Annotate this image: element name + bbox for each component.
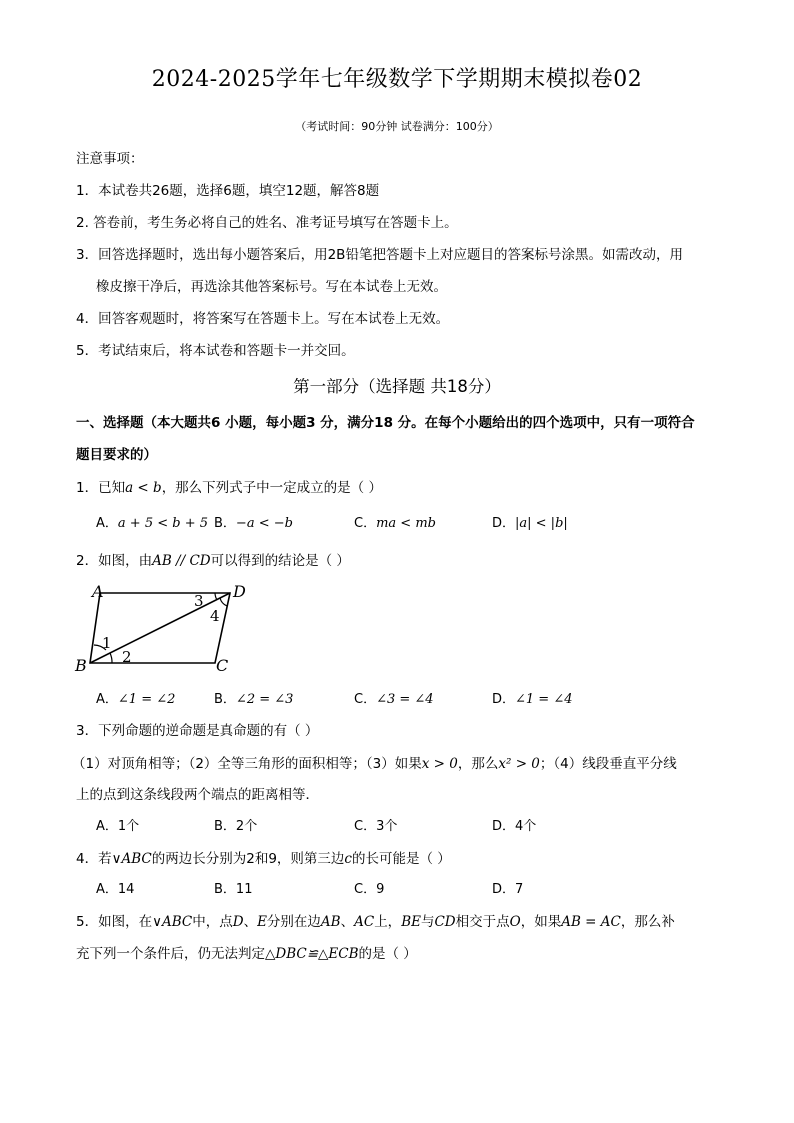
label-angle-4: 4 (210, 607, 220, 625)
question-3-body: （1）对顶角相等；（2）全等三角形的面积相等；（3）如果x > 0，那么x² > 0；（4）线段垂直平分线 (72, 756, 677, 772)
angle-3-arc (215, 593, 217, 600)
label-a: A (92, 582, 104, 601)
question-2-stem: 2．如图，由AB // CD可以得到的结论是（ ） (76, 553, 350, 569)
notes-heading: 注意事项： (76, 151, 144, 167)
question-1-option-a[interactable]: A．a + 5 < b + 5 (96, 516, 208, 531)
label-angle-3: 3 (194, 592, 204, 610)
question-1-option-d[interactable]: D．|a| < |b| (492, 516, 568, 531)
question-1-option-b[interactable]: B．−a < −b (214, 516, 293, 531)
parallelogram-figure (70, 580, 260, 680)
question-5-stem: 5．如图，在∨ABC中，点D、E分别在边AB、AC上，BE与CD相交于点O，如果AB = AC，那么补 (76, 914, 675, 930)
question-4-option-d[interactable]: D．7 (492, 882, 524, 897)
label-angle-2: 2 (122, 648, 132, 666)
question-2-option-a[interactable]: A．∠1 = ∠2 (96, 692, 176, 707)
question-4-option-c[interactable]: C．9 (354, 882, 385, 897)
question-3-option-a[interactable]: A．1个 (96, 819, 140, 834)
label-c: C (216, 656, 229, 675)
label-b: B (75, 656, 87, 675)
angle-4-arc (220, 598, 227, 606)
angle-2-arc (110, 653, 112, 663)
question-5-stem-cont: 充下列一个条件后，仍无法判定△DBC≌△ECB的是（ ） (76, 946, 417, 962)
section-title: 第一部分（选择题 共18分） (293, 377, 501, 396)
label-d: D (233, 582, 246, 601)
question-3-stem: 3．下列命题的逆命题是真命题的有（ ） (76, 723, 319, 739)
note-item-3: 3．回答选择题时，选出每小题答案后，用2B铅笔把答题卡上对应题目的答案标号涂黑。如需改动，用 (76, 247, 683, 263)
question-4-option-b[interactable]: B．11 (214, 882, 253, 897)
note-item-4: 4．回答客观题时，将答案写在答题卡上。写在本试卷上无效。 (76, 311, 450, 327)
question-2-option-d[interactable]: D．∠1 = ∠4 (492, 692, 573, 707)
question-3-option-d[interactable]: D．4个 (492, 819, 537, 834)
page-title: 2024-2025学年七年级数学下学期期末模拟卷02 (151, 67, 643, 92)
question-3-option-b[interactable]: B．2个 (214, 819, 258, 834)
note-item-2: 2. 答卷前，考生务必将自己的姓名、准考证号填写在答题卡上。 (76, 215, 458, 231)
question-2-option-c[interactable]: C．∠3 = ∠4 (354, 692, 434, 707)
question-1-stem: 1．已知a < b，那么下列式子中一定成立的是（ ） (76, 480, 382, 496)
note-item-5: 5．考试结束后，将本试卷和答题卡一并交回。 (76, 343, 355, 359)
part-one-instructions: 一、选择题（本大题共6 小题，每小题3 分，满分18 分。在每个小题给出的四个选项中，只有一项符合 (76, 415, 695, 431)
note-item-1: 1．本试卷共26题，选择6题，填空12题，解答8题 (76, 183, 380, 199)
question-1-option-c[interactable]: C．ma < mb (354, 516, 436, 531)
note-item-3-cont: 橡皮擦干净后，再选涂其他答案标号。写在本试卷上无效。 (96, 279, 447, 295)
diagonal-bd (90, 593, 230, 663)
question-2-option-b[interactable]: B．∠2 = ∠3 (214, 692, 294, 707)
exam-info: （考试时间：90分钟 试卷满分：100分） (295, 120, 499, 133)
question-3-body-cont: 上的点到这条线段两个端点的距离相等． (76, 787, 319, 803)
question-4-stem: 4．若∨ABC的两边长分别为2和9，则第三边c的长可能是（ ） (76, 851, 451, 867)
question-4-option-a[interactable]: A．14 (96, 882, 135, 897)
question-3-option-c[interactable]: C．3个 (354, 819, 398, 834)
part-one-instructions-cont: 题目要求的） (76, 447, 157, 463)
label-angle-1: 1 (102, 634, 112, 652)
